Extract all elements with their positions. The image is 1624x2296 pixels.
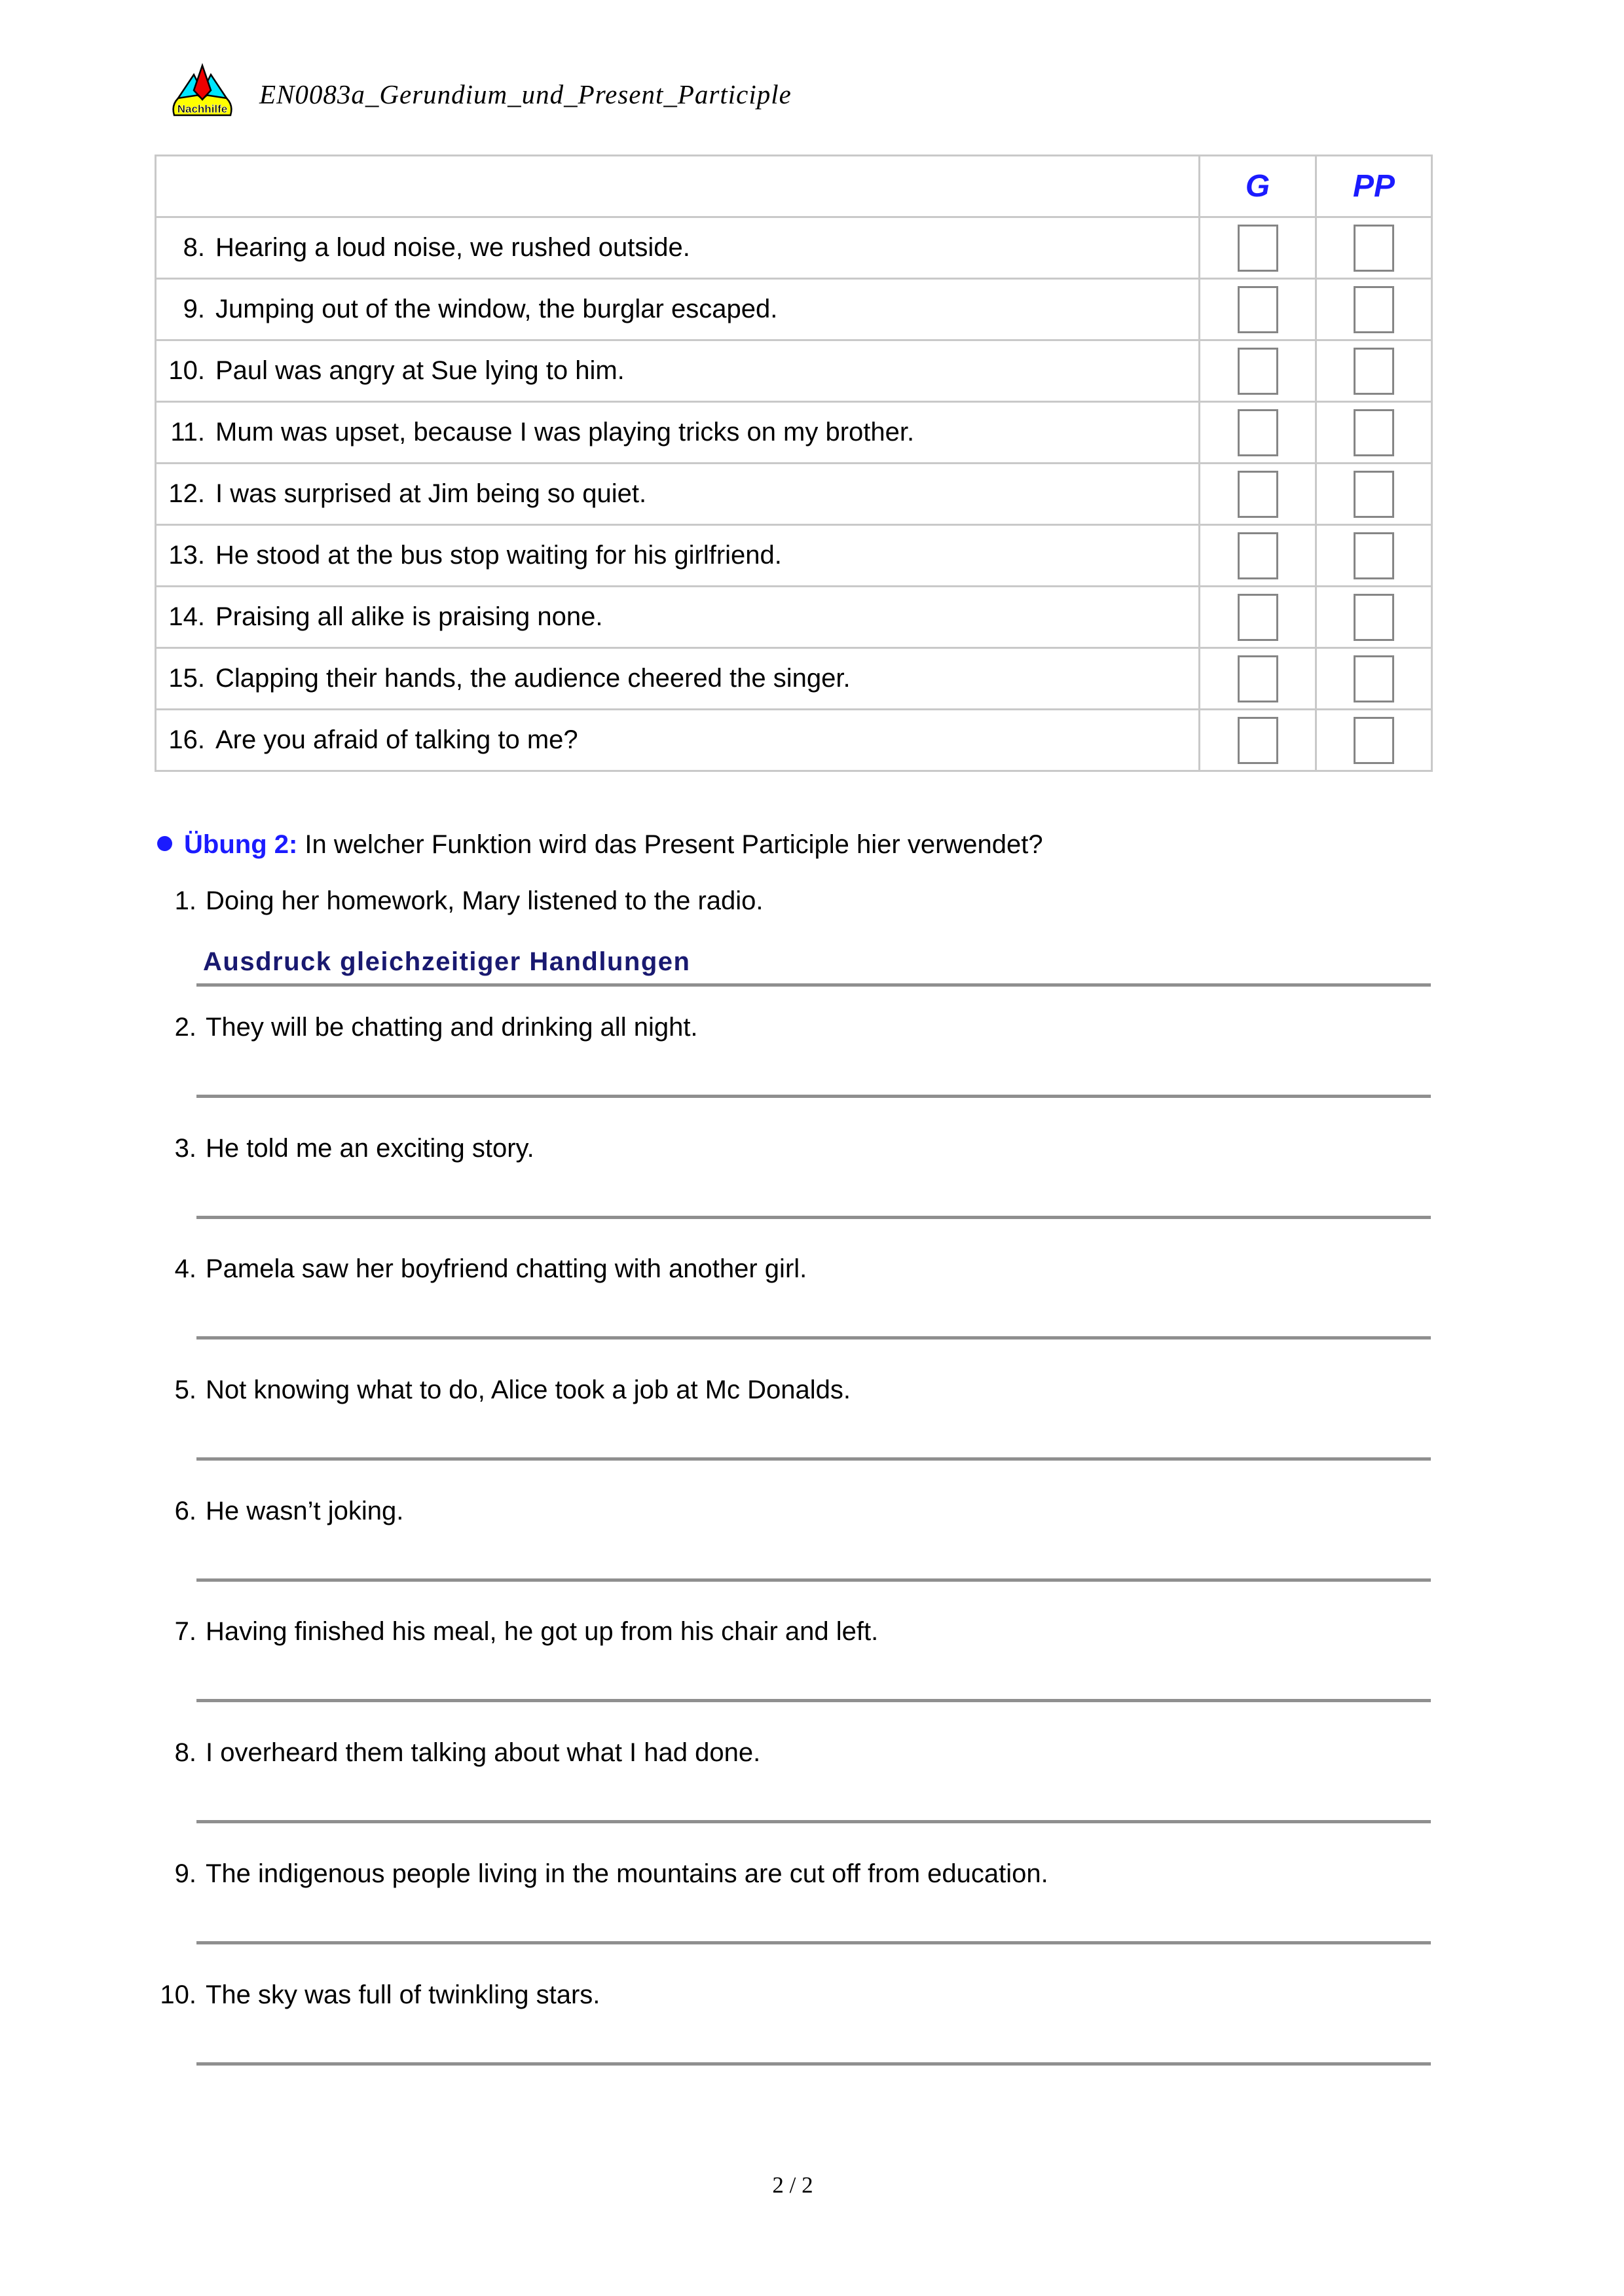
- exercise-item: [155, 1495, 1431, 1616]
- item-sentence-row: [155, 1858, 1431, 1889]
- page-header: [168, 62, 792, 122]
- row-sentence-cell: [156, 587, 1200, 648]
- table-header-row: [156, 156, 1432, 217]
- g-checkbox[interactable]: [1238, 717, 1278, 764]
- table-row: [156, 402, 1432, 464]
- answer-line[interactable]: [196, 1941, 1431, 1944]
- item-sentence: The sky was full of twinkling stars.: [206, 1980, 600, 2009]
- item-number: 1.: [174, 886, 196, 915]
- document-title: EN0083a_Gerundium_und_Present_Participle: [259, 79, 792, 109]
- exercise-item: [155, 1858, 1431, 1979]
- item-number: 3.: [174, 1133, 196, 1163]
- table-row: [156, 340, 1432, 402]
- g-checkbox[interactable]: [1238, 409, 1278, 456]
- pp-checkbox[interactable]: [1354, 286, 1394, 333]
- item-sentence: He told me an exciting story.: [206, 1133, 534, 1163]
- row-sentence-cell: [156, 525, 1200, 587]
- table-row: [156, 217, 1432, 279]
- row-sentence: Praising all alike is praising none.: [215, 602, 603, 631]
- row-sentence: Hearing a loud noise, we rushed outside.: [215, 233, 690, 262]
- item-sentence: He wasn’t joking.: [206, 1496, 404, 1525]
- table-row: [156, 279, 1432, 340]
- pp-cell: [1316, 279, 1432, 340]
- item-sentence: Having finished his meal, he got up from his chair and left.: [206, 1617, 879, 1647]
- item-sentence: Pamela saw her boyfriend chatting with another girl.: [206, 1254, 807, 1284]
- pp-checkbox[interactable]: [1354, 348, 1394, 395]
- row-sentence: He stood at the bus stop waiting for his girlfriend.: [215, 541, 782, 570]
- g-checkbox[interactable]: [1238, 225, 1278, 272]
- answer-line[interactable]: [196, 1336, 1431, 1339]
- row-number: 15.: [168, 664, 205, 693]
- item-sentence-row: [155, 1374, 1431, 1406]
- table-row: [156, 525, 1432, 587]
- g-checkbox[interactable]: [1238, 286, 1278, 333]
- item-number: 2.: [174, 1013, 196, 1042]
- exercise-item: [155, 885, 1431, 1011]
- g-cell: [1200, 279, 1316, 340]
- answer-line[interactable]: [196, 1095, 1431, 1098]
- row-sentence-cell: [156, 340, 1200, 402]
- g-checkbox[interactable]: [1238, 532, 1278, 579]
- exercise2-question: In welcher Funktion wird das Present Participle hier verwendet?: [297, 830, 1043, 859]
- bullet-icon: [157, 836, 172, 851]
- pp-checkbox[interactable]: [1354, 471, 1394, 518]
- item-number: 4.: [174, 1254, 196, 1284]
- nachhilfe-logo-icon: [168, 62, 237, 122]
- item-number: 9.: [174, 1859, 196, 1888]
- item-sentence: Doing her homework, Mary listened to the radio.: [206, 886, 764, 915]
- logo-text: Nachhilfe: [177, 103, 228, 115]
- item-number: 10.: [160, 1980, 196, 2009]
- item-sentence-row: [155, 1737, 1431, 1768]
- g-cell: [1200, 217, 1316, 279]
- table-row: [156, 464, 1432, 525]
- pp-cell: [1316, 710, 1432, 771]
- item-sentence-row: [155, 1616, 1431, 1647]
- answer-line[interactable]: [196, 1457, 1431, 1461]
- row-sentence-cell: [156, 648, 1200, 710]
- row-sentence: I was surprised at Jim being so quiet.: [215, 479, 647, 508]
- g-checkbox[interactable]: [1238, 471, 1278, 518]
- row-number: 9.: [183, 295, 205, 323]
- item-answer: Ausdruck gleichzeitiger Handlungen: [203, 947, 691, 976]
- g-cell: [1200, 525, 1316, 587]
- g-cell: [1200, 340, 1316, 402]
- item-sentence: They will be chatting and drinking all night.: [206, 1013, 698, 1042]
- exercise-item: [155, 1737, 1431, 1858]
- exercise2-heading: [157, 829, 1467, 860]
- row-sentence: Clapping their hands, the audience cheered the singer.: [215, 664, 851, 693]
- pp-cell: [1316, 525, 1432, 587]
- row-sentence: Jumping out of the window, the burglar escaped.: [215, 295, 778, 323]
- row-sentence-cell: [156, 279, 1200, 340]
- pp-cell: [1316, 464, 1432, 525]
- item-sentence-row: [155, 1495, 1431, 1527]
- item-sentence: The indigenous people living in the mountains are cut off from education.: [206, 1859, 1048, 1888]
- column-header-g: G: [1200, 156, 1316, 217]
- pp-cell: [1316, 648, 1432, 710]
- answer-line[interactable]: [196, 983, 1431, 987]
- answer-line[interactable]: [196, 1216, 1431, 1219]
- g-cell: [1200, 710, 1316, 771]
- item-number: 8.: [174, 1738, 196, 1768]
- row-number: 8.: [183, 233, 205, 262]
- pp-cell: [1316, 340, 1432, 402]
- item-sentence-row: [155, 1133, 1431, 1164]
- pp-checkbox[interactable]: [1354, 409, 1394, 456]
- row-number: 13.: [168, 541, 205, 570]
- exercise2-label: Übung 2:: [184, 830, 298, 859]
- row-sentence: Mum was upset, because I was playing tricks on my brother.: [215, 418, 915, 446]
- table-row: [156, 710, 1432, 771]
- exercise2-items: [155, 885, 1431, 2100]
- exercise-item: [155, 1979, 1431, 2100]
- row-sentence: Are you afraid of talking to me?: [215, 725, 578, 754]
- pp-checkbox[interactable]: [1354, 225, 1394, 272]
- row-sentence-cell: [156, 217, 1200, 279]
- row-number: 12.: [168, 479, 205, 508]
- exercise-item: [155, 1011, 1431, 1133]
- item-sentence: I overheard them talking about what I had done.: [206, 1738, 761, 1768]
- empty-header-cell: [156, 156, 1200, 217]
- table-row: [156, 587, 1432, 648]
- pp-cell: [1316, 217, 1432, 279]
- item-sentence-row: [155, 1253, 1431, 1285]
- answer-line[interactable]: [196, 1699, 1431, 1702]
- pp-checkbox[interactable]: [1354, 655, 1394, 702]
- row-number: 14.: [168, 602, 205, 631]
- exercise-item: [155, 1133, 1431, 1254]
- answer-line[interactable]: [196, 2062, 1431, 2066]
- item-number: 5.: [174, 1376, 196, 1405]
- g-checkbox[interactable]: [1238, 594, 1278, 641]
- g-cell: [1200, 402, 1316, 464]
- exercise-item: [155, 1374, 1431, 1495]
- row-number: 11.: [170, 418, 205, 446]
- gerund-participle-table: [155, 155, 1433, 772]
- row-number: 16.: [168, 725, 205, 754]
- page-number: 2 / 2: [772, 2172, 813, 2198]
- item-number: 6.: [174, 1496, 196, 1525]
- table-row: [156, 648, 1432, 710]
- row-number: 10.: [168, 356, 205, 385]
- item-sentence-row: [155, 1011, 1431, 1043]
- item-number: 7.: [174, 1617, 196, 1647]
- row-sentence-cell: [156, 402, 1200, 464]
- pp-checkbox[interactable]: [1354, 717, 1394, 764]
- g-checkbox[interactable]: [1238, 348, 1278, 395]
- column-header-pp: PP: [1316, 156, 1432, 217]
- item-sentence: Not knowing what to do, Alice took a job at Mc Donalds.: [206, 1376, 851, 1405]
- row-sentence: Paul was angry at Sue lying to him.: [215, 356, 625, 385]
- g-cell: [1200, 464, 1316, 525]
- pp-checkbox[interactable]: [1354, 532, 1394, 579]
- item-sentence-row: [155, 1979, 1431, 2011]
- g-cell: [1200, 587, 1316, 648]
- pp-checkbox[interactable]: [1354, 594, 1394, 641]
- row-sentence-cell: [156, 710, 1200, 771]
- g-checkbox[interactable]: [1238, 655, 1278, 702]
- item-sentence-row: [155, 885, 1431, 917]
- exercise-item: [155, 1616, 1431, 1737]
- g-cell: [1200, 648, 1316, 710]
- exercise-item: [155, 1253, 1431, 1374]
- answer-line[interactable]: [196, 1820, 1431, 1823]
- pp-cell: [1316, 402, 1432, 464]
- pp-cell: [1316, 587, 1432, 648]
- answer-line[interactable]: [196, 1578, 1431, 1582]
- row-sentence-cell: [156, 464, 1200, 525]
